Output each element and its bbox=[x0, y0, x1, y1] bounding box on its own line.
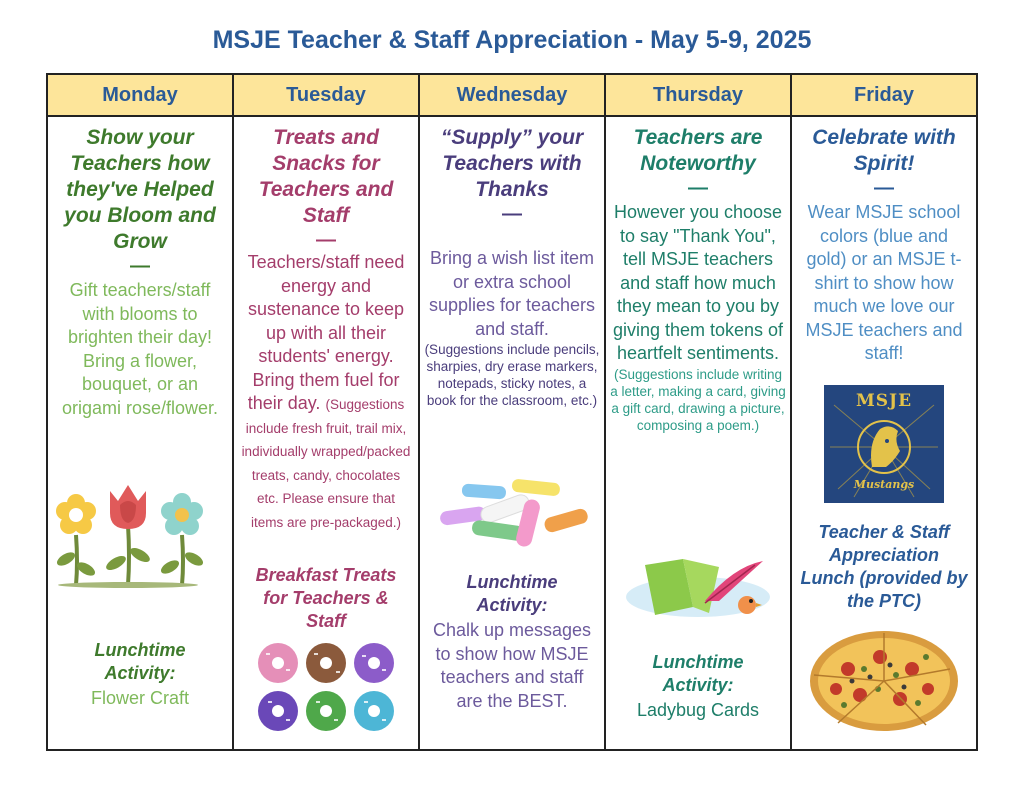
tuesday-heading: Treats and Snacks for Teachers and Staff bbox=[258, 126, 394, 227]
thursday-lunchtime bbox=[606, 651, 790, 723]
monday-activity: Flower Craft bbox=[90, 688, 189, 708]
tuesday-breakfast bbox=[234, 564, 418, 633]
tuesday-dash: — bbox=[316, 229, 336, 251]
pizza-illustration bbox=[792, 629, 976, 733]
thursday-cell bbox=[605, 116, 791, 750]
friday-lunch bbox=[792, 521, 976, 613]
wednesday-note: (Suggestions include pencils, sharpies, dry erase markers, notepads, sticky notes, a book for the classroom, etc.) bbox=[424, 342, 600, 408]
appreciation-week-table bbox=[46, 73, 978, 751]
note-quill-illustration bbox=[606, 557, 790, 623]
tuesday-sub-heading: Breakfast Treats for Teachers & Staff bbox=[255, 565, 397, 631]
wednesday-activity: Chalk up messages to show how MSJE teachers and staff are the BEST. bbox=[432, 620, 592, 711]
wednesday-heading: “Supply” your Teachers with Thanks bbox=[440, 126, 584, 201]
header-friday: Friday bbox=[791, 74, 977, 116]
monday-heading: Show your Teachers how they've Helped you Bloom and Grow bbox=[64, 126, 216, 253]
friday-sub-heading: Teacher & Staff Appreciation Lunch (provided by the PTC) bbox=[800, 522, 968, 611]
monday-cell bbox=[47, 116, 233, 750]
thursday-activity-label: Lunchtime Activity: bbox=[652, 652, 744, 695]
friday-heading: Celebrate with Spirit! bbox=[812, 126, 956, 175]
header-monday: Monday bbox=[47, 74, 233, 116]
wednesday-activity-label: Lunchtime Activity: bbox=[466, 572, 558, 615]
wednesday-body: Bring a wish list item or extra school supplies for teachers and staff. bbox=[428, 248, 596, 339]
msje-mustangs-logo bbox=[792, 385, 976, 503]
thursday-heading: Teachers are Noteworthy bbox=[633, 126, 763, 175]
wednesday-cell bbox=[419, 116, 605, 750]
weekday-content-row bbox=[47, 116, 977, 750]
logo-subtext: Mustangs bbox=[853, 478, 915, 491]
monday-activity-label: Lunchtime Activity: bbox=[94, 640, 186, 683]
page-title: MSJE Teacher & Staff Appreciation - May 5-9, 2025 bbox=[212, 26, 812, 54]
header-tuesday: Tuesday bbox=[233, 74, 419, 116]
header-wednesday: Wednesday bbox=[419, 74, 605, 116]
friday-cell bbox=[791, 116, 977, 750]
tuesday-body: Teachers/staff need energy and sustenance to keep up with all their students' energy. Bring them fuel for their day. bbox=[247, 252, 405, 413]
weekday-header-row bbox=[47, 74, 977, 116]
header-thursday: Thursday bbox=[605, 74, 791, 116]
wednesday-dash: — bbox=[502, 203, 522, 225]
tuesday-note: (Suggestions include fresh fruit, trail mix, individually wrapped/packed treats, candy, chocolates etc. Please ensure that items are pre-packaged.) bbox=[241, 397, 411, 530]
thursday-note: (Suggestions include writing a letter, making a card, giving a gift card, drawing a picture, composing a poem.) bbox=[610, 366, 786, 433]
chalk-illustration bbox=[420, 479, 604, 555]
friday-dash: — bbox=[874, 177, 894, 199]
thursday-activity: Ladybug Cards bbox=[636, 700, 760, 720]
thursday-dash: — bbox=[688, 177, 708, 199]
monday-lunchtime bbox=[48, 639, 232, 711]
monday-dash: — bbox=[130, 255, 150, 277]
flowers-illustration bbox=[48, 477, 232, 589]
wednesday-lunchtime bbox=[420, 571, 604, 713]
thursday-body: However you choose to say "Thank You", tell MSJE teachers and staff how much they mean to you by giving them tokens of heartfelt sentiments. bbox=[612, 202, 784, 363]
monday-body: Gift teachers/staff with blooms to brighten their day! Bring a flower, bouquet, or an origami rose/flower. bbox=[61, 280, 219, 418]
tuesday-cell bbox=[233, 116, 419, 750]
donuts-illustration bbox=[234, 641, 418, 733]
friday-body: Wear MSJE school colors (blue and gold) or an MSJE t-shirt to show how much we love our MSJE teachers and staff! bbox=[805, 202, 963, 363]
logo-text: MSJE bbox=[855, 391, 913, 411]
